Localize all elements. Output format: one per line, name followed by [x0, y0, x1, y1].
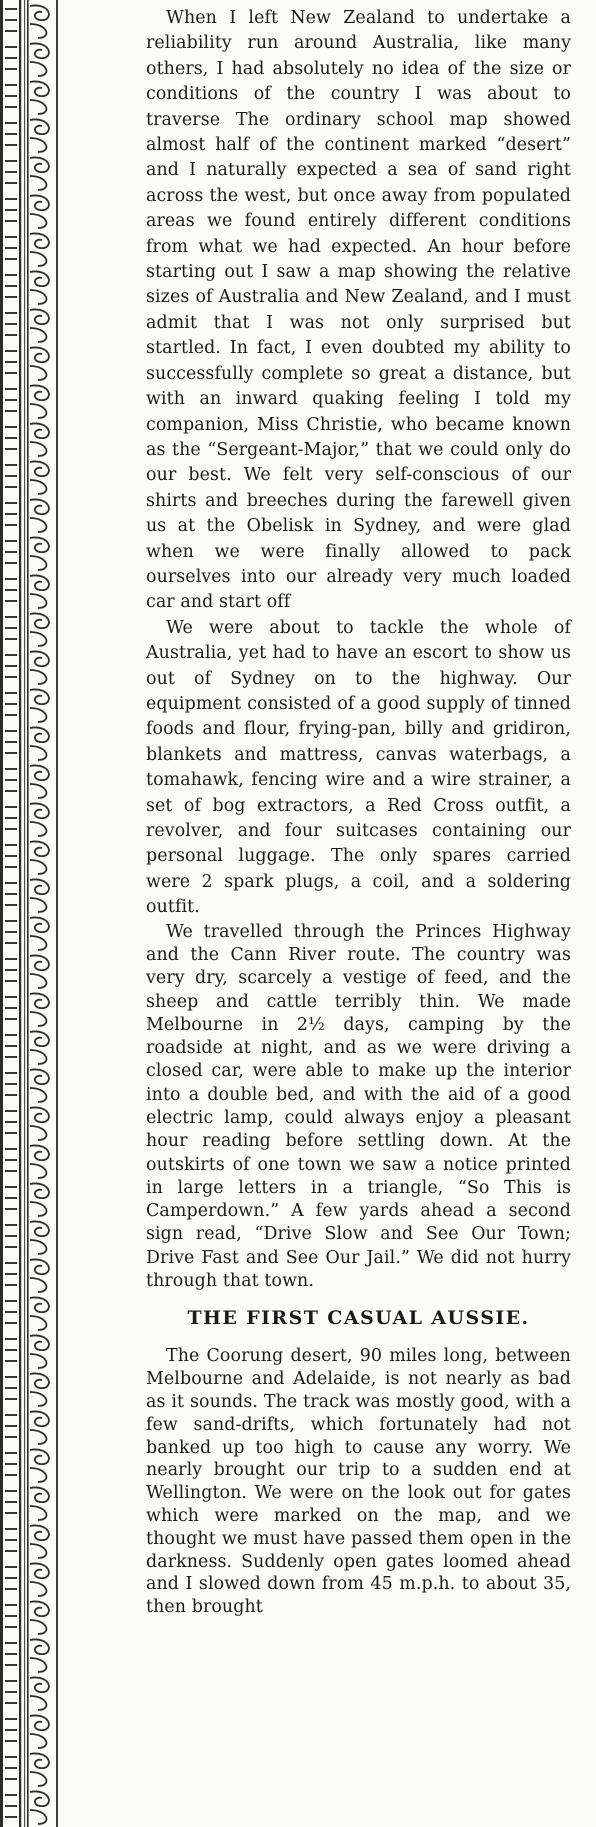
border-rule-tick: [5, 1148, 17, 1150]
border-scroll-ornament: [30, 1259, 49, 1292]
border-rule-tick: [5, 323, 17, 325]
border-rule-tick: [5, 1767, 17, 1769]
border-rule-tick: [5, 828, 17, 830]
border-rule-tick: [5, 779, 17, 781]
border-rule-tick: [5, 1186, 17, 1188]
border-scroll-ornament: [30, 5, 49, 38]
border-rule-tick: [5, 942, 17, 944]
border-scroll-ornament: [30, 1639, 49, 1672]
border-rule-tick: [5, 274, 17, 276]
paragraph-travel: We travelled through the Princes Highway and the Cann River route. The country was very dry, scarcely a vestige of feed, and the sheep and cattle terribly thin. We made Melbourne in 2½ days, camping by the roadside at night, and as we were driving a closed car, were able to make up the interior into a double bed, and with the aid of a good electric lamp, could always enjoy a pleasant hour reading before settling down. At the outskirts of one town we saw a notice printed in large letters in a triangle, “So This is Camperdown.” A few yards ahead a second sign read, “Drive Slow and See Our Town; Drive Fast and See Our Jail.” We did not hurry through that town.: [146, 921, 571, 1292]
border-rule-tick: [5, 106, 17, 108]
border-scroll-ornament: [30, 1411, 49, 1444]
border-rule-tick: [5, 1729, 17, 1731]
border-rule-tick: [5, 1680, 17, 1682]
border-rule-tick: [5, 1501, 17, 1503]
border-rule-tick: [5, 1360, 17, 1362]
border-rule-tick: [5, 616, 17, 618]
border-rule-tick: [5, 1376, 17, 1378]
border-scroll-ornament: [30, 423, 49, 456]
border-rule-tick: [5, 1539, 17, 1541]
border-rule-tick: [5, 540, 17, 542]
border-rule-tick: [5, 730, 17, 732]
border-rule-tick: [5, 1121, 17, 1123]
border-rule-tick: [5, 1246, 17, 1248]
border-rule-tick: [5, 1284, 17, 1286]
border-rule-tick: [5, 562, 17, 564]
border-scroll-ornament: [30, 575, 49, 608]
border-scroll-ornament: [30, 537, 49, 570]
border-scroll-ornament: [30, 803, 49, 836]
border-scroll-ornament: [30, 689, 49, 722]
border-rule-tick: [5, 790, 17, 792]
border-rule-tick: [5, 486, 17, 488]
border-rule-tick: [5, 1208, 17, 1210]
border-rule-tick: [5, 1387, 17, 1389]
border-scroll-ornament: [30, 1145, 49, 1178]
border-rule-tick: [5, 627, 17, 629]
border-rule-tick: [5, 676, 17, 678]
border-scroll-ornament: [30, 195, 49, 228]
border-rule-tick: [5, 1094, 17, 1096]
border-scroll-ornament: [30, 1373, 49, 1406]
border-rule-tick: [5, 1398, 17, 1400]
border-scroll-ornament: [30, 879, 49, 912]
border-scroll-ornament: [30, 1221, 49, 1254]
border-scroll-ornament: [30, 157, 49, 190]
border-rule-tick: [5, 1664, 17, 1666]
border-scroll-ornament: [30, 43, 49, 76]
border-rule-tick: [5, 1072, 17, 1074]
border-rule-tick: [5, 654, 17, 656]
border-rule-tick: [5, 1056, 17, 1058]
border-rule-tick: [5, 220, 17, 222]
border-scroll-ornament: [30, 1715, 49, 1748]
border-scroll-ornament: [30, 1107, 49, 1140]
border-rule-tick: [5, 410, 17, 412]
border-rule-tick: [5, 1262, 17, 1264]
border-rule-tick: [5, 1273, 17, 1275]
border-rule-tick: [5, 68, 17, 70]
paragraph-opening: When I left New Zealand to undertake a reliability run around Australia, like many others, I had absolutely no idea of the size or conditions of the country I was about to traverse The ordinary school map showed almost half of the continent marked “desert” and I naturally expected a sea of sand right across the west, but once away from populated areas we found entirely different conditions from what we had expected. An hour before starting out I saw a map showing the relative sizes of Australia and New Zealand, and I must admit that I was not only surprised but startled. In fact, I even doubted my ability to successfully complete so great a distance, but with an inward quaking feeling I told my companion, Miss Christie, who became known as the “Sergeant-Major,” that we could only do our best. We felt very self-conscious of our shirts and breeches during the farewell given us at the Obelisk in Sydney, and were glad when we were finally allowed to pack ourselves into our already very much loaded car and start off: [146, 8, 571, 613]
border-rule-tick: [5, 1805, 17, 1807]
border-rule-tick: [5, 388, 17, 390]
border-rule-tick: [5, 1436, 17, 1438]
border-rule-tick: [5, 1740, 17, 1742]
border-scroll-ornament: [30, 955, 49, 988]
border-scroll-ornament: [30, 1525, 49, 1558]
border-rule-tick: [5, 692, 17, 694]
border-rule-tick: [5, 1816, 17, 1818]
border-rule-tick: [5, 198, 17, 200]
border-rule-tick: [5, 844, 17, 846]
border-rule-tick: [5, 475, 17, 477]
border-rule-tick: [5, 144, 17, 146]
border-rule-tick: [5, 1170, 17, 1172]
border-rule-tick: [5, 1490, 17, 1492]
ornamental-border: [0, 0, 60, 1827]
border-rule-tick: [5, 1778, 17, 1780]
border-rule-tick: [5, 426, 17, 428]
border-rule-tick: [5, 1349, 17, 1351]
border-rule-tick: [5, 1235, 17, 1237]
border-rule-tick: [5, 1311, 17, 1313]
border-rule-tick: [5, 741, 17, 743]
border-scroll-ornament: [30, 385, 49, 418]
border-rule-tick: [5, 600, 17, 602]
border-rule-tick: [5, 882, 17, 884]
border-rule-tick: [5, 1159, 17, 1161]
border-rule-tick: [5, 893, 17, 895]
border-rule-tick: [5, 638, 17, 640]
border-rule-tick: [5, 1474, 17, 1476]
border-rule-tick: [5, 247, 17, 249]
border-scroll-ornament: [30, 81, 49, 114]
border-scroll-ornament: [30, 727, 49, 760]
border-rule-tick: [5, 1224, 17, 1226]
border-rule-tick: [5, 1702, 17, 1704]
border-rule-tick: [5, 1550, 17, 1552]
border-rule-tick: [5, 1463, 17, 1465]
border-rule-tick: [5, 1007, 17, 1009]
border-rule-tick: [5, 1083, 17, 1085]
border-rule-tick: [5, 866, 17, 868]
border-scroll-ornament: [30, 461, 49, 494]
border-rule-tick: [5, 1300, 17, 1302]
border-rule-tick: [5, 502, 17, 504]
border-scroll-ornament: [30, 613, 49, 646]
border-scroll-ornament: [30, 499, 49, 532]
border-rule-tick: [5, 1452, 17, 1454]
border-rule-tick: [5, 931, 17, 933]
border-scroll-ornament: [30, 1297, 49, 1330]
border-rule-tick: [5, 1045, 17, 1047]
border-rule-tick: [5, 160, 17, 162]
border-rule-tick: [5, 1577, 17, 1579]
border-rule-tick: [5, 980, 17, 982]
border-scroll-ornament: [30, 1563, 49, 1596]
border-rule-tick: [5, 258, 17, 260]
border-rule-tick: [5, 285, 17, 287]
border-rule-tick: [5, 464, 17, 466]
border-rule-tick: [5, 372, 17, 374]
border-rule-tick: [5, 1718, 17, 1720]
border-rule-tick: [5, 57, 17, 59]
border-rule-tick: [5, 312, 17, 314]
border-scroll-ornament: [30, 1335, 49, 1368]
border-rule-tick: [5, 1197, 17, 1199]
border-rule-tick: [5, 1615, 17, 1617]
border-rule-tick: [5, 361, 17, 363]
border-rule-tick: [5, 1322, 17, 1324]
border-rule-tick: [5, 920, 17, 922]
border-scroll-ornament: [30, 233, 49, 266]
border-scroll-ornament: [30, 1487, 49, 1520]
border-rule-tick: [5, 350, 17, 352]
border-rule-tick: [5, 1653, 17, 1655]
border-rule-tick: [5, 236, 17, 238]
border-rule-tick: [5, 1566, 17, 1568]
border-rule-tick: [5, 665, 17, 667]
border-rule-tick: [5, 768, 17, 770]
border-rule-tick: [5, 1512, 17, 1514]
border-scroll-ornament: [30, 1791, 49, 1824]
border-rule-tick: [5, 578, 17, 580]
border-rule-tick: [5, 806, 17, 808]
border-rule-tick: [5, 95, 17, 97]
border-rule-tick: [5, 703, 17, 705]
border-rule-tick: [5, 448, 17, 450]
border-scroll-ornament: [30, 841, 49, 874]
border-scroll-ornament: [30, 119, 49, 152]
border-scroll-ornament: [30, 1183, 49, 1216]
border-rule-tick: [5, 133, 17, 135]
border-rule-tick: [5, 296, 17, 298]
border-rule-tick: [5, 8, 17, 10]
border-scroll-ornament: [30, 347, 49, 380]
border-rule-tick: [5, 122, 17, 124]
border-rule-tick: [5, 1642, 17, 1644]
border-scroll-ornament: [30, 1069, 49, 1102]
border-scroll-ornament: [30, 917, 49, 950]
section-heading: THE FIRST CASUAL AUSSIE.: [187, 1307, 530, 1330]
border-scroll-ornament: [30, 1449, 49, 1482]
border-scroll-ornament: [30, 651, 49, 684]
paragraph-equipment: We were about to tackle the whole of Australia, yet had to have an escort to show us out of Sydney on to the highway. Our equipment consisted of a good supply of tinned foods and flour, frying-pan, billy and gridiron, blankets and mattress, canvas waterbags, a tomahawk, fencing wire and a wire strainer, a set of bog extractors, a Red Cross outfit, a revolver, and four suitcases containing our personal luggage. The only spares carried were 2 spark plugs, a coil, and a soldering outfit.: [146, 617, 571, 918]
border-rule-tick: [5, 437, 17, 439]
border-rule-tick: [5, 1414, 17, 1416]
border-scroll-ornament: [30, 1677, 49, 1710]
border-rule-tick: [5, 19, 17, 21]
border-rule-tick: [5, 209, 17, 211]
border-rule-tick: [5, 524, 17, 526]
border-rule-tick: [5, 1018, 17, 1020]
border-rule-tick: [5, 817, 17, 819]
border-rule-tick: [5, 334, 17, 336]
article-column: [146, 6, 571, 1619]
border-rule-tick: [5, 171, 17, 173]
border-scroll-ornament: [30, 1601, 49, 1634]
border-rule-tick: [5, 1756, 17, 1758]
border-rule-tick: [5, 969, 17, 971]
border-scroll-ornament: [30, 271, 49, 304]
border-rule-tick: [5, 855, 17, 857]
border-rule-tick: [5, 1604, 17, 1606]
border-rule-tick: [5, 30, 17, 32]
border-rule-tick: [5, 46, 17, 48]
border-scroll-ornament: [30, 993, 49, 1026]
border-scroll-ornament: [30, 1031, 49, 1064]
border-rule-tick: [5, 1794, 17, 1796]
border-rule-tick: [5, 513, 17, 515]
paragraph-coorung: The Coorung desert, 90 miles long, between Melbourne and Adelaide, is not nearly as bad as it sounds. The track was mostly good, with a few sand-drifts, which fortunately had not banked up too high to cause any worry. We nearly brought our trip to a sudden end at Wellington. We were on the look out for gates which were marked on the map, and we thought we must have passed them open in the darkness. Suddenly open gates loomed ahead and I slowed down from 45 m.p.h. to about 35, then brought: [146, 1346, 571, 1618]
border-rule-tick: [5, 904, 17, 906]
border-rule-tick: [5, 752, 17, 754]
border-rule-tick: [5, 1528, 17, 1530]
border-rule-tick: [5, 1626, 17, 1628]
border-scroll-ornament: [30, 1753, 49, 1786]
border-rule-tick: [5, 1425, 17, 1427]
border-scroll-ornament: [30, 309, 49, 342]
border-rule-tick: [5, 84, 17, 86]
border-rule-tick: [5, 1132, 17, 1134]
border-rule-tick: [5, 1588, 17, 1590]
border-rule-tick: [5, 1691, 17, 1693]
border-rule-tick: [5, 182, 17, 184]
border-rule-tick: [5, 589, 17, 591]
border-rule-tick: [5, 996, 17, 998]
border-rule-tick: [5, 399, 17, 401]
border-rule-tick: [5, 551, 17, 553]
border-scroll-ornament: [30, 765, 49, 798]
border-rule-tick: [5, 958, 17, 960]
border-rule-tick: [5, 1338, 17, 1340]
border-rule-tick: [5, 1034, 17, 1036]
border-rule-tick: [5, 714, 17, 716]
border-rule-tick: [5, 1110, 17, 1112]
